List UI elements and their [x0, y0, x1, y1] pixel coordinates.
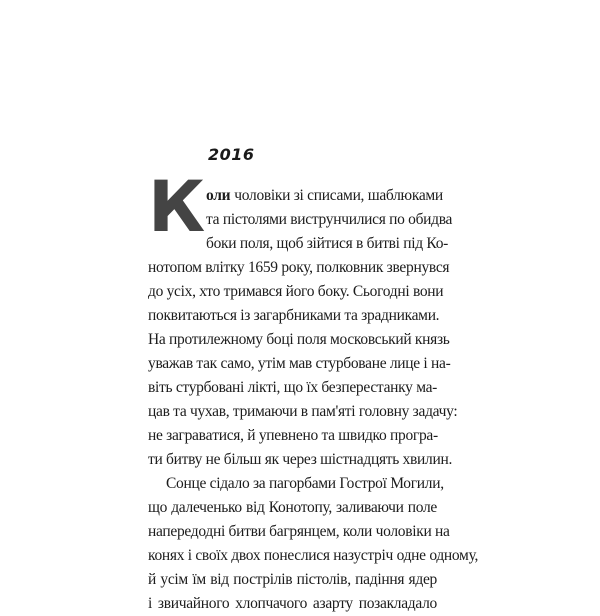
paragraph-line: поквитаються із загарбниками та зрадниками.	[148, 307, 440, 324]
paragraph-line: ти битву не більш як через шістнадцять хвилин.	[148, 451, 453, 468]
paragraph-line: уважав так само, утім мав стурбоване лице і на-	[148, 355, 451, 372]
chapter-year: 2016	[208, 145, 255, 164]
paragraph-line: та пістолями виструнчилися по обидва	[206, 211, 453, 228]
paragraph-line	[206, 184, 443, 208]
paragraph-line: що далеченько від Конотопу, заливаючи поле	[148, 499, 437, 516]
paragraph-line: віть стурбовані лікті, що їх безперестанку ма-	[148, 379, 438, 396]
paragraph-line: до усіх, хто тримався його боку. Сьогодні вони	[148, 283, 444, 300]
drop-cap: К	[148, 166, 206, 248]
paragraph-line: й усім їм від пострілів пістолів, падіння ядер	[148, 571, 437, 588]
paragraph-line: напередодні битви багрянцем, коли чоловіки на	[148, 523, 450, 540]
paragraph-line: і звичайного хлопчачого азарту позакладало	[148, 595, 437, 612]
paragraph-line: На протилежному боці поля московський князь	[148, 331, 450, 348]
paragraph-line: конях і своїх двох понеслися назустріч одне одному,	[148, 547, 479, 564]
paragraph-line: не загравaтися, й упевнено та швидко програ-	[148, 427, 438, 444]
paragraph-line: цав та чухав, тримаючи в пам'яті головну задачу:	[148, 403, 458, 420]
line-text: чоловіки зі списами, шаблюками	[234, 187, 443, 204]
paragraph-line: нотопом влітку 1659 року, полковник звернувся	[148, 259, 450, 276]
paragraph-line: Сонце сідало за пагорбами Гострої Могили,	[166, 475, 444, 492]
paragraph-line: боки поля, щоб зійтися в битві під Ко-	[206, 235, 449, 252]
lead-in-text: оли	[206, 187, 231, 204]
